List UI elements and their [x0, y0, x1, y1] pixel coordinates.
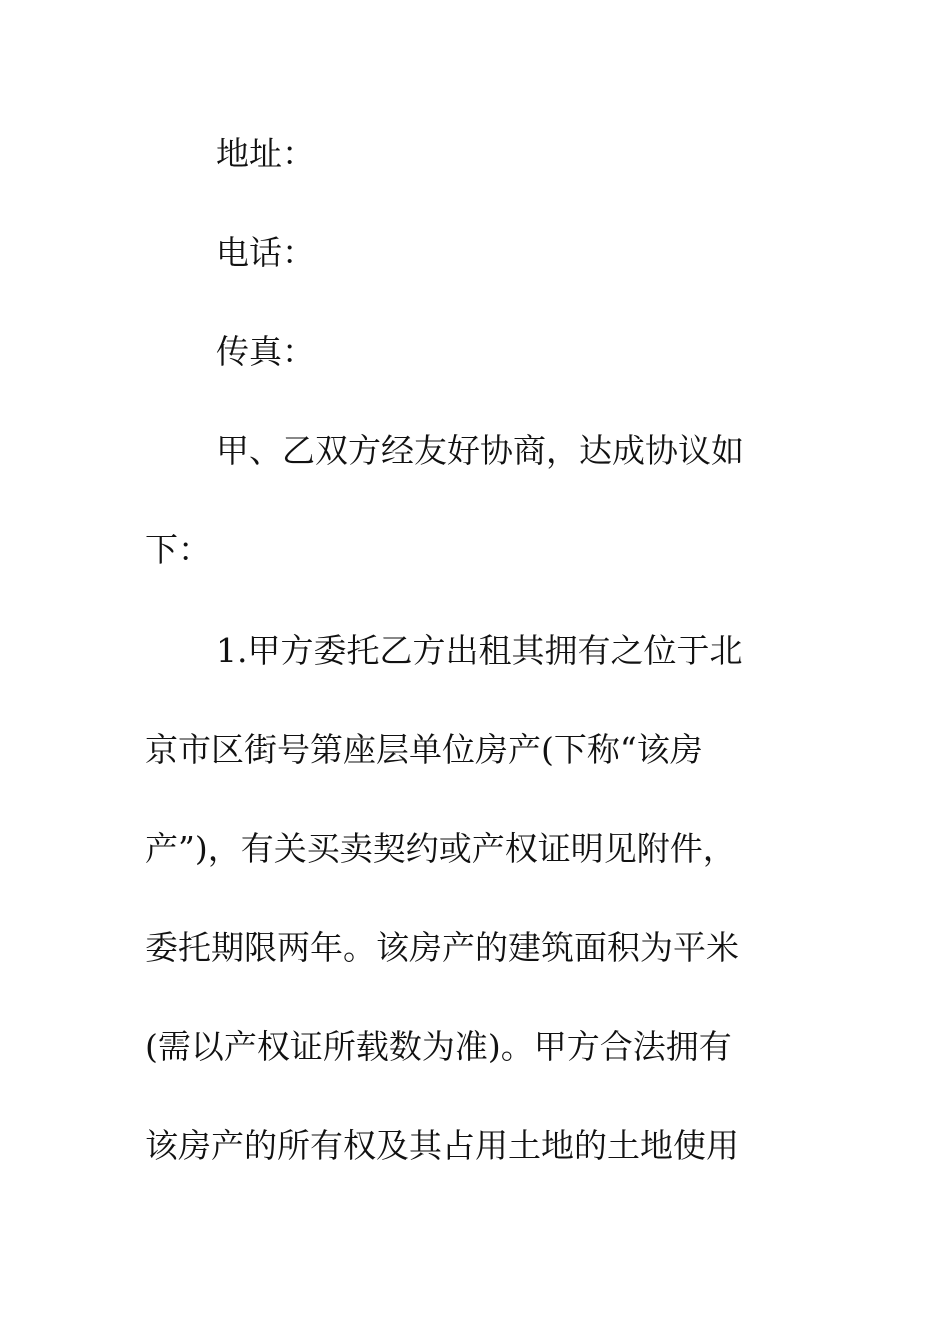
clause-1-line-3: 产”)，有关买卖契约或产权证明见附件，	[145, 829, 736, 868]
address-label: 地址：	[216, 134, 315, 173]
clause-1-line-4: 委托期限两年。该房产的建筑面积为平米	[145, 928, 739, 967]
paragraph-intro-line-2: 下：	[145, 530, 211, 569]
clause-1-line-5: (需以产权证所载数为准)。甲方合法拥有	[145, 1027, 732, 1066]
fax-label: 传真：	[216, 332, 315, 371]
paragraph-intro-line-1: 甲、乙双方经友好协商，达成协议如	[216, 431, 744, 470]
phone-label: 电话：	[216, 233, 315, 272]
clause-1-line-6: 该房产的所有权及其占用土地的土地使用	[145, 1126, 739, 1165]
clause-1-line-1: 1.甲方委托乙方出租其拥有之位于北	[216, 631, 743, 670]
clause-1-line-2: 京市区街号第座层单位房产(下称“该房	[145, 730, 703, 769]
